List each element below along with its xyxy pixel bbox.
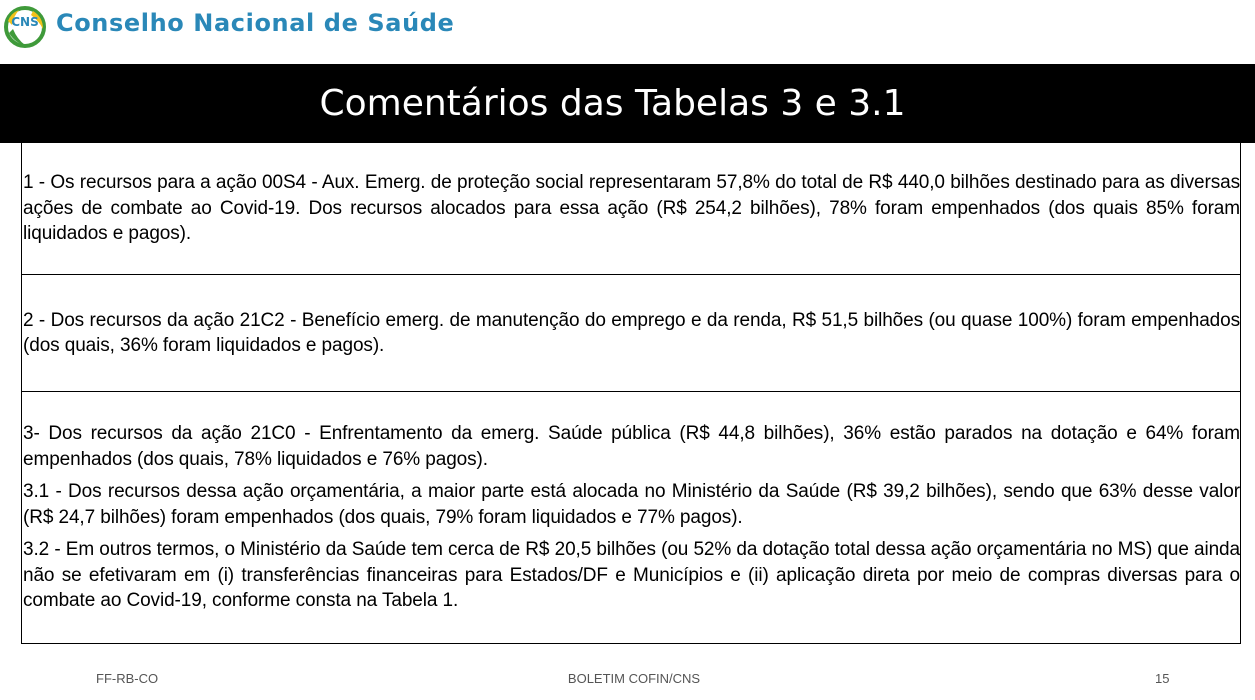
header <box>0 0 1255 60</box>
comment-row-3 <box>22 392 1240 643</box>
comment-row-2 <box>22 275 1240 392</box>
comment-paragraph: 3.1 - Dos recursos dessa ação orçamentária, a maior parte está alocada no Ministério da Saúde (R$ 39,2 bilhões), sendo que 63% desse valor (R$ 24,7 bilhões) foram empenhados (dos quais, 79% foram liquidados e 77% pagos). <box>23 481 1240 528</box>
comments-table <box>21 143 1241 644</box>
comment-paragraph: 1 - Os recursos para a ação 00S4 - Aux. Emerg. de proteção social representaram 57,8% do total de R$ 440,0 bilhões destinado para as diversas ações de combate ao Covid-19. Dos recursos alocados para essa ação (R$ 254,2 bilhões), 78% foram empenhados (dos quais 85% foram liquidados e pagos). <box>23 172 1240 245</box>
comment-paragraph: 3.2 - Em outros termos, o Ministério da Saúde tem cerca de R$ 20,5 bilhões (ou 52% da dotação total dessa ação orçamentária no MS) que ainda não se efetivaram em (i) transferências financeiras para Estados/DF e Municípios e (ii) aplicação direta por meio de compras diversas para o combate ao Covid-19, conforme consta na Tabela 1. <box>23 539 1240 612</box>
comment-row-1 <box>22 143 1240 275</box>
cns-logo-text: CNS <box>11 15 39 29</box>
cns-logo <box>3 3 47 49</box>
footer-bulletin-name: BOLETIM COFIN/CNS <box>567 671 701 686</box>
comment-paragraph: 2 - Dos recursos da ação 21C2 - Benefício emerg. de manutenção do emprego e da renda, R$ 51,5 bilhões (ou quase 100%) foram empenhados (dos quais, 36% foram liquidados e pagos). <box>23 309 1240 356</box>
organization-name: Conselho Nacional de Saúde <box>56 9 455 37</box>
page-title: Comentários das Tabelas 3 e 3.1 <box>319 83 906 124</box>
footer-author-code: FF-RB-CO <box>96 671 159 686</box>
cns-logo-graphic <box>3 3 47 49</box>
page-number: 15 <box>1155 671 1170 686</box>
comment-paragraph: 3- Dos recursos da ação 21C0 - Enfrentamento da emerg. Saúde pública (R$ 44,8 bilhões), 36% estão parados na dotação e 64% foram empenhados (dos quais, 78% liquidados e 76% pagos). <box>23 423 1240 470</box>
title-bar <box>0 64 1255 143</box>
